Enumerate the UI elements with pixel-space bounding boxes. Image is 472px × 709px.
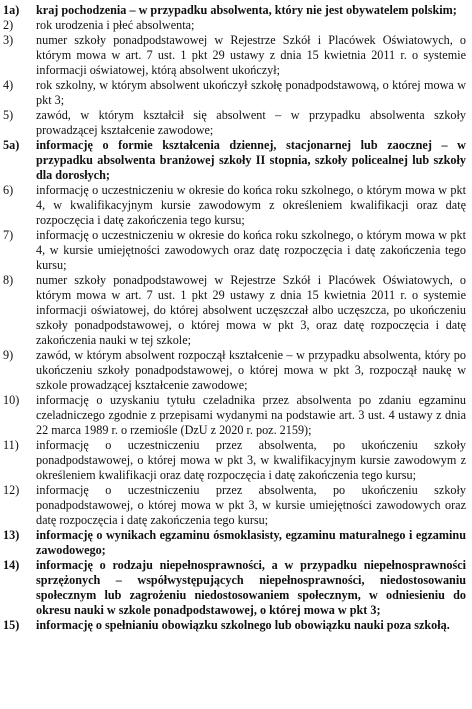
item-number: 5) xyxy=(3,108,14,122)
item-number: 15) xyxy=(3,618,20,632)
item-text: informację o uczestniczeniu w okresie do końca roku szkolnego, o którym mowa w pkt 4, w kwalifikacyjnym kursie zawodowym z określeniem kwalifikacji oraz datę rozpoczęcia i datę zakończenia tego kursu; xyxy=(36,183,466,227)
item-number: 13) xyxy=(3,528,20,542)
item-text: informację o uczestniczeniu przez absolwenta, po ukończeniu szkoły ponadpodstawowej, o której mowa w pkt 3, w kwalifikacyjnym kursie zawodowym z określeniem kwalifikacji oraz datę rozpoczęcia i datę zakończenia tego kursu; xyxy=(36,438,466,482)
list-item-3 xyxy=(3,33,466,78)
item-text: informację o uzyskaniu tytułu czeladnika przez absolwenta po zdaniu egzaminu czeladniczego zgodnie z przepisami wydanymi na podstawie art. 3 ust. 4 ustawy z dnia 22 marca 1989 r. o rzemiośle (DzU z 2020 r. poz. 2159); xyxy=(36,393,466,437)
item-number: 6) xyxy=(3,183,14,197)
item-number: 14) xyxy=(3,558,20,572)
item-text: rok urodzenia i płeć absolwenta; xyxy=(36,18,195,32)
list-item-9 xyxy=(3,348,466,393)
item-number: 2) xyxy=(3,18,14,32)
item-number: 8) xyxy=(3,273,14,287)
item-text: informację o uczestniczeniu przez absolwenta, po ukończeniu szkoły ponadpodstawowej, o której mowa w pkt 3, w kursie umiejętności zawodowych oraz datę rozpoczęcia i datę zakończenia tego kursu; xyxy=(36,483,466,527)
list-item-6 xyxy=(3,183,466,228)
item-text: rok szkolny, w którym absolwent ukończył szkołę ponadpodstawową, o której mowa w pkt 3; xyxy=(36,78,466,107)
list-item-7 xyxy=(3,228,466,273)
item-text: informację o spełnianiu obowiązku szkolnego lub obowiązku nauki poza szkołą. xyxy=(36,618,450,632)
list-item-4 xyxy=(3,78,466,108)
item-number: 4) xyxy=(3,78,14,92)
item-number: 11) xyxy=(3,438,19,452)
list-item-2 xyxy=(3,18,466,33)
item-text: informację o formie kształcenia dziennej, stacjonarnej lub zaocznej – w przypadku absolwenta branżowej szkoły II stopnia, szkoły policealnej lub szkoły dla dorosłych; xyxy=(36,138,466,182)
item-text: numer szkoły ponadpodstawowej w Rejestrze Szkół i Placówek Oświatowych, o którym mowa w art. 7 ust. 1 pkt 29 ustawy z dnia 15 kwietnia 2011 r. o systemie informacji oświatowej, którą absolwent ukończył; xyxy=(36,33,466,77)
item-number: 3) xyxy=(3,33,14,47)
item-text: numer szkoły ponadpodstawowej w Rejestrze Szkół i Placówek Oświatowych, o którym mowa w art. 7 ust. 1 pkt 29 ustawy z dnia 15 kwietnia 2011 r. o systemie informacji oświatowej, do której absolwent uczęszczał albo uczęszcza, po ukończeniu szkoły ponadpodstawowej, o której mowa w pkt 3, oraz datę rozpoczęcia i datę zakończenia nauki w tej szkole; xyxy=(36,273,466,347)
item-number: 1a) xyxy=(3,3,20,17)
list-item-10 xyxy=(3,393,466,438)
list-item-13 xyxy=(3,528,466,558)
item-text: kraj pochodzenia – w przypadku absolwenta, który nie jest obywatelem polskim; xyxy=(36,3,457,17)
item-number: 7) xyxy=(3,228,14,242)
list-item-11 xyxy=(3,438,466,483)
item-text: zawód, w którym absolwent rozpoczął kształcenie – w przypadku absolwenta, który po ukończeniu szkoły ponadpodstawowej, o której mowa w pkt 3, rozpoczął naukę w szkole prowadzącej kształcenie zawodowe; xyxy=(36,348,466,392)
list-item-1a xyxy=(3,3,466,18)
item-number: 12) xyxy=(3,483,20,497)
list-item-14 xyxy=(3,558,466,618)
item-text: informację o uczestniczeniu w okresie do końca roku szkolnego, o którym mowa w pkt 4, w kursie umiejętności zawodowych oraz datę rozpoczęcia i datę zakończenia tego kursu; xyxy=(36,228,466,272)
list-item-12 xyxy=(3,483,466,528)
list-item-8 xyxy=(3,273,466,348)
item-number: 5a) xyxy=(3,138,20,152)
list-item-15 xyxy=(3,618,466,633)
list-item-5a xyxy=(3,138,466,183)
item-number: 9) xyxy=(3,348,14,362)
item-text: zawód, w którym kształcił się absolwent – w przypadku absolwenta szkoły prowadzącej kształcenie zawodowe; xyxy=(36,108,466,137)
list-item-5 xyxy=(3,108,466,138)
item-number: 10) xyxy=(3,393,20,407)
item-text: informację o rodzaju niepełnosprawności, a w przypadku niepełnosprawności sprzężonych – współwystępujących niepełnosprawności, niedostosowaniu społecznym lub zagrożeniu niedostosowaniem społecznym, w odniesieniu do okresu nauki w szkole ponadpodstawowej, o której mowa w pkt 3; xyxy=(36,558,466,617)
item-text: informację o wynikach egzaminu ósmoklasisty, egzaminu maturalnego i egzaminu zawodowego; xyxy=(36,528,466,557)
